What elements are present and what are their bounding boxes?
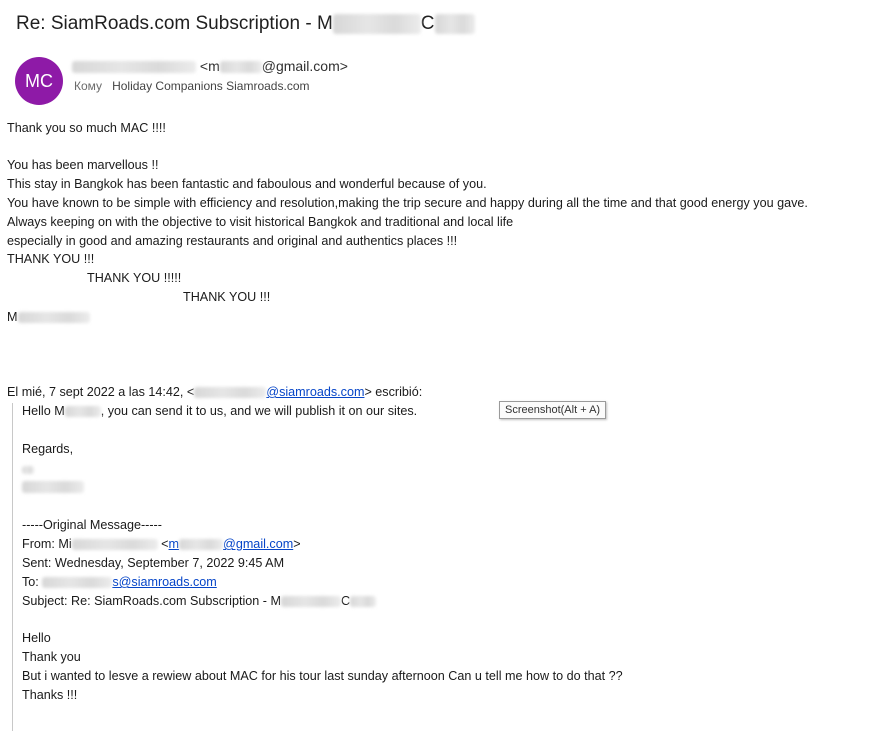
- subject-mid: C: [420, 13, 435, 34]
- original-message-header: -----Original Message-----: [22, 518, 162, 532]
- redacted-sender-name: [72, 61, 196, 73]
- message-line: You have known to be simple with efficiency and resolution,making the trip secure and happy during all the time and that good energy you gave.: [7, 196, 808, 210]
- original-subject-mid: C: [340, 594, 351, 608]
- screenshot-tooltip: Screenshot(Alt + A): [499, 401, 606, 419]
- reply-intro-email: @siamroads.com: [266, 385, 365, 399]
- reply-regards: Regards,: [22, 442, 74, 456]
- message-line: You has been marvellous !!: [7, 158, 159, 172]
- reply-signature-name: [22, 479, 84, 493]
- redacted-reply-email: [194, 387, 266, 398]
- sender-email-suffix: @gmail.com>: [261, 58, 348, 74]
- original-subject: [22, 594, 376, 608]
- redacted-surname: [435, 14, 475, 34]
- original-line: But i wanted to lesve a rewiew about MAC for his tour last sunday afternoon Can u tell me how to do that ??: [22, 669, 623, 683]
- original-line: Thanks !!!: [22, 688, 78, 702]
- signature-initial: M: [7, 310, 18, 324]
- recipient-line: [74, 79, 309, 93]
- sender-line[interactable]: [72, 58, 348, 74]
- to-recipient[interactable]: Holiday Companions Siamroads.com: [112, 79, 310, 93]
- original-from-email-link[interactable]: [169, 537, 294, 551]
- subject-prefix: Re: SiamRoads.com Subscription - M: [16, 13, 333, 34]
- message-line: THANK YOU !!!: [7, 252, 95, 266]
- original-line: Thank you: [22, 650, 81, 664]
- from-email-start: m: [168, 537, 180, 551]
- to-email-end: s@siamroads.com: [112, 575, 217, 589]
- reply-intro-email-link[interactable]: [194, 385, 364, 399]
- original-from: From: Mi <m @gmail.com>: [22, 537, 301, 551]
- message-line: especially in good and amazing restaurants and original and authentics places !!!: [7, 234, 458, 248]
- reply-hello-prefix: Hello M: [22, 404, 65, 418]
- original-to: [22, 575, 217, 589]
- original-to-email-link[interactable]: [42, 575, 216, 589]
- redacted-reply-sig-1: [22, 466, 34, 474]
- sender-email-prefix: <m: [199, 58, 220, 74]
- redacted-hello-name: [65, 406, 101, 417]
- redacted-sender-email: [220, 61, 262, 73]
- reply-intro: [7, 385, 422, 399]
- avatar-initials: MC: [25, 70, 53, 91]
- original-from-prefix: From: Mi: [22, 537, 72, 551]
- reply-intro-prefix: El mié, 7 sept 2022 a las 14:42, <: [7, 385, 195, 399]
- redacted-from-name: [72, 539, 158, 550]
- thanks-line-2: THANK YOU !!!!!: [87, 271, 182, 285]
- sender-avatar[interactable]: [15, 57, 63, 105]
- message-line: This stay in Bangkok has been fantastic and faboulous and wonderful because of you.: [7, 177, 487, 191]
- original-line: Hello: [22, 631, 51, 645]
- original-subject-prefix: Subject: Re: SiamRoads.com Subscription - M: [22, 594, 281, 608]
- redacted-reply-sig-2: [22, 481, 84, 493]
- email-subject: [16, 13, 475, 35]
- redacted-subject-name: [281, 596, 341, 607]
- redacted-to-email: [42, 577, 112, 588]
- from-email-end: @gmail.com: [223, 537, 294, 551]
- to-label: Кому: [74, 79, 103, 93]
- thanks-line-3: THANK YOU !!!: [183, 290, 271, 304]
- redacted-from-email: [179, 539, 223, 550]
- original-to-prefix: To:: [22, 575, 43, 589]
- redacted-signature: [18, 312, 90, 323]
- reply-hello-suffix: , you can send it to us, and we will publish it on our sites.: [100, 404, 418, 418]
- redacted-name: [333, 14, 421, 34]
- message-line: Always keeping on with the objective to visit historical Bangkok and traditional and local life: [7, 215, 514, 229]
- reply-hello: [22, 404, 417, 418]
- original-sent: Sent: Wednesday, September 7, 2022 9:45 AM: [22, 556, 285, 570]
- redacted-subject-surname: [350, 596, 376, 607]
- signature: [7, 310, 90, 324]
- message-greeting: Thank you so much MAC !!!!: [7, 121, 166, 135]
- quote-bar: [12, 403, 13, 731]
- reply-signature: [22, 462, 34, 476]
- reply-intro-suffix: > escribió:: [364, 385, 423, 399]
